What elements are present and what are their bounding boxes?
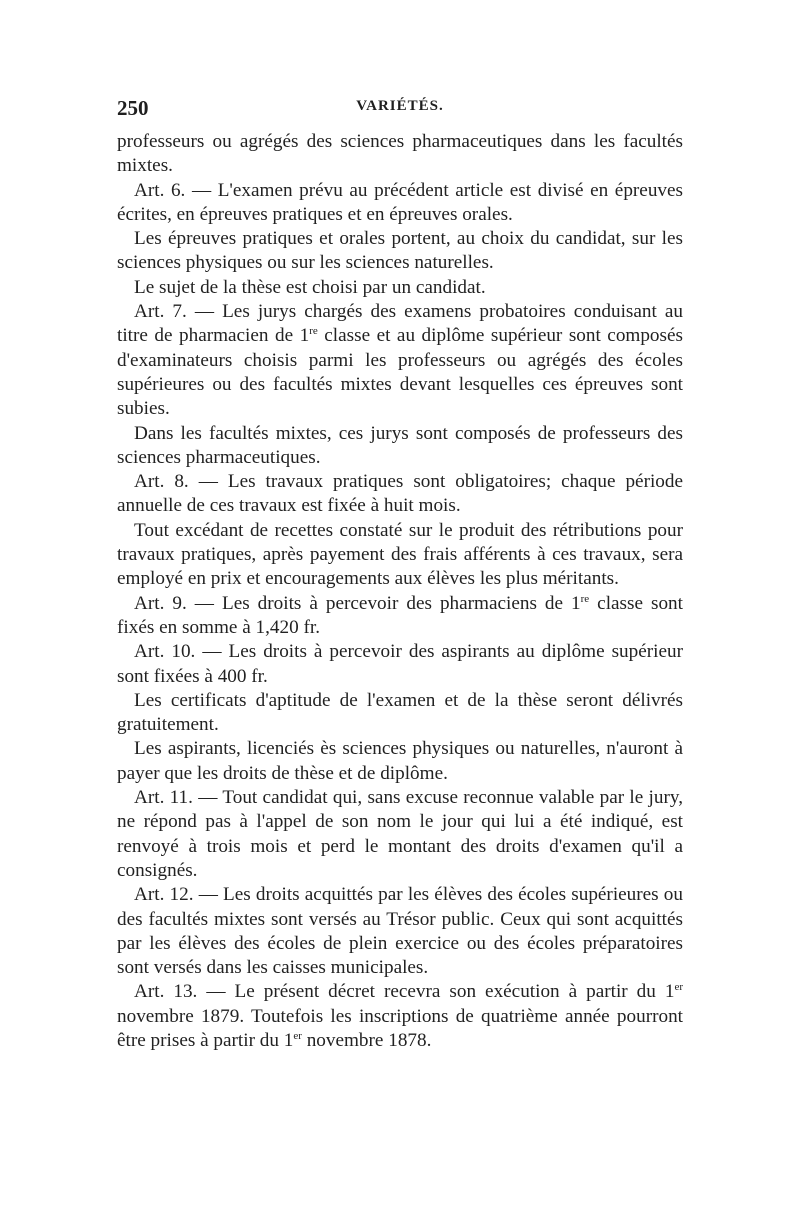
paragraph-art-8: Art. 8. — Les travaux pratiques sont obligatoires; chaque période annuelle de ces travaux est fixée à huit mois. bbox=[117, 471, 683, 517]
page-number: 250 bbox=[117, 96, 149, 120]
paragraph-sujet-these: Le sujet de la thèse est choisi par un candidat. bbox=[134, 276, 486, 298]
paragraph-aspirants: Les aspirants, licenciés ès sciences physiques ou naturelles, n'auront à payer que les droits de thèse et de diplôme. bbox=[117, 738, 683, 784]
paragraph-art-10: Art. 10. — Les droits à percevoir des aspirants au diplôme supérieur sont fixées à 400 fr. bbox=[117, 641, 683, 687]
running-head: VARIÉTÉS. bbox=[356, 98, 444, 114]
paragraph-art-9: Art. 9. — Les droits à percevoir des pharmaciens de 1re classe sont fixés en somme à 1,420 fr. bbox=[117, 592, 683, 638]
document-page bbox=[117, 96, 683, 1053]
paragraph-art-13: Art. 13. — Le présent décret recevra son exécution à partir du 1er novembre 1879. Toutefois les inscriptions de quatrième année pourront être prises à partir du 1er novembre 1878. bbox=[117, 981, 683, 1051]
paragraph-jurys-facultes: Dans les facultés mixtes, ces jurys sont composés de professeurs des sciences pharmaceutiques. bbox=[117, 422, 683, 468]
paragraph-certificats: Les certificats d'aptitude de l'examen et de la thèse seront délivrés gratuitement. bbox=[117, 689, 683, 736]
paragraph-art-7: Art. 7. — Les jurys chargés des examens probatoires conduisant au titre de pharmacien de 1re classe et au diplôme supérieur sont composés d'examinateurs choisis parmi les professeurs ou agrégés des écoles supérieures ou des facultés mixtes devant lesquelles ces épreuves sont subies. bbox=[117, 301, 683, 420]
paragraph-continuation: professeurs ou agrégés des sciences pharmaceutiques dans les facultés mixtes. bbox=[117, 131, 683, 177]
paragraph-art-11: Art. 11. — Tout candidat qui, sans excuse reconnue valable par le jury, ne répond pas à l'appel de son nom le jour qui lui a été indiqué, est renvoyé à trois mois et perd le montant des droits d'examen qu'il a consignés. bbox=[117, 787, 683, 881]
paragraph-excedant: Tout excédant de recettes constaté sur le produit des rétributions pour travaux pratiques, après payement des frais afférents à ces travaux, sera employé en prix et encouragements aux élèves les plus méritants. bbox=[117, 519, 683, 590]
paragraph-art-12: Art. 12. — Les droits acquittés par les élèves des écoles supérieures ou des facultés mixtes sont versés au Trésor public. Ceux qui sont acquittés par les élèves des écoles de plein exercice ou des écoles préparatoires sont versés dans les caisses municipales. bbox=[117, 884, 683, 979]
paragraph-epreuves: Les épreuves pratiques et orales portent, au choix du candidat, sur les sciences physiques ou sur les sciences naturelles. bbox=[117, 228, 683, 274]
paragraph-art-6: Art. 6. — L'examen prévu au précédent article est divisé en épreuves écrites, en épreuves pratiques et en épreuves orales. bbox=[117, 179, 683, 225]
page-header bbox=[117, 96, 683, 130]
